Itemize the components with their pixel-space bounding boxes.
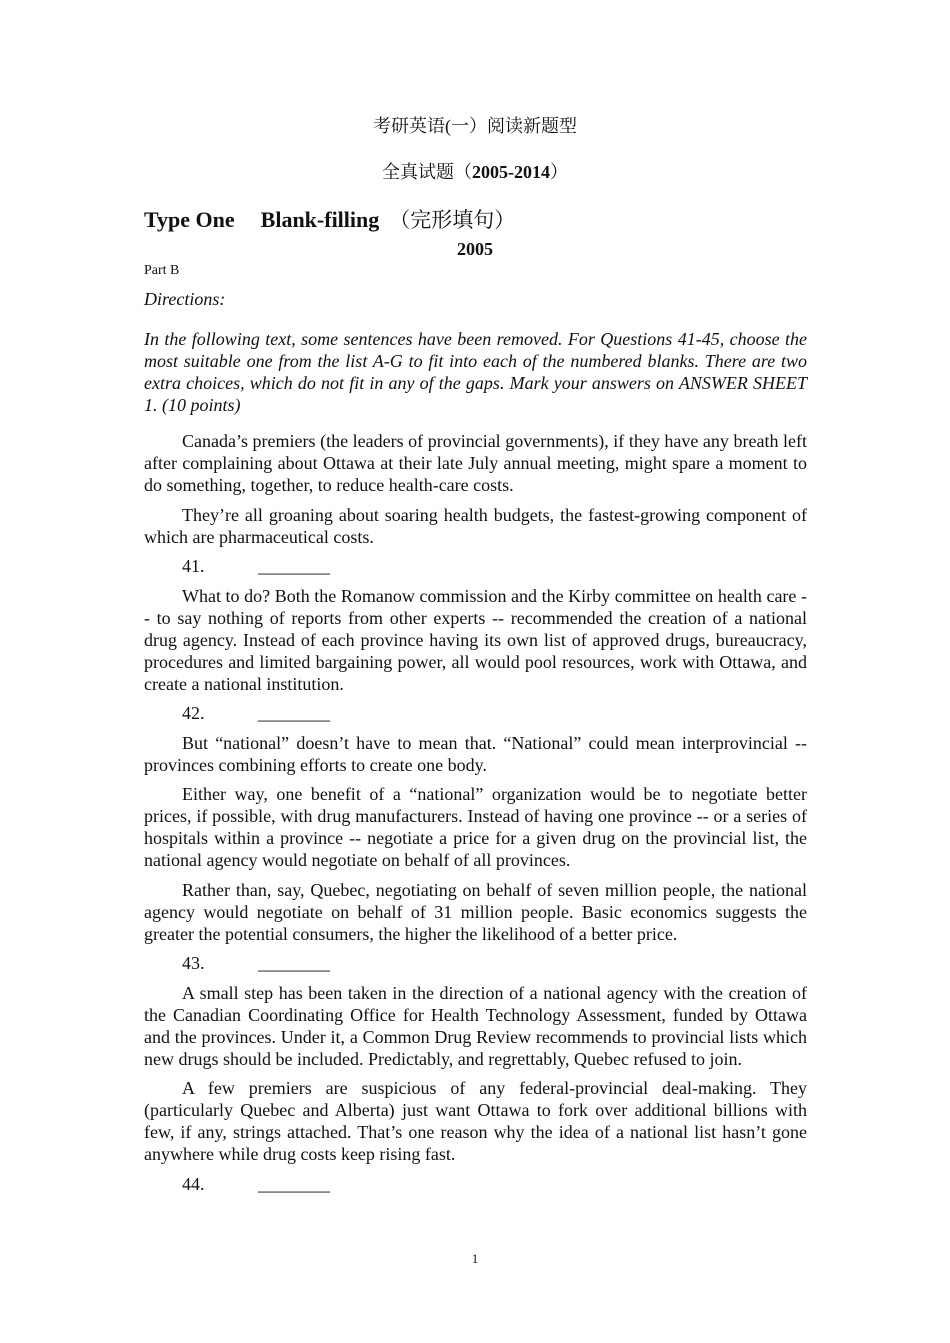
question-blank-44 bbox=[144, 1173, 807, 1195]
passage-paragraph: Either way, one benefit of a “national” organization would be to negotiate better prices, if possible, with drug manufacturers. Instead of having one province -- or a series of hospitals within a province -- negotiate a price for a given drug on the provincial list, the national agency would negotiate on behalf of all provinces. bbox=[144, 784, 807, 870]
section-type-label: Type One bbox=[144, 207, 235, 232]
answer-blank: ________ bbox=[258, 556, 330, 576]
section-type-name-cn: （完形填句） bbox=[389, 208, 516, 232]
answer-blank: ________ bbox=[258, 1173, 330, 1194]
passage-paragraph: A few premiers are suspicious of any federal-provincial deal-making. They (particularly Quebec and Alberta) just want Ottawa to fork over additional billions with few, if any, strings attached. That’s one reason why the idea of a national list hasn’t gone anywhere while drug costs keep rising fast. bbox=[144, 1078, 807, 1164]
question-number: 41. bbox=[182, 556, 205, 576]
exam-year: 2005 bbox=[457, 239, 493, 259]
subtitle-suffix: ） bbox=[550, 162, 568, 182]
question-blank-42 bbox=[144, 702, 807, 724]
part-label: Part B bbox=[144, 263, 180, 278]
document-title: 考研英语(一）阅读新题型 bbox=[373, 116, 577, 136]
section-type-name: Blank-filling bbox=[260, 207, 380, 232]
question-blank-41 bbox=[144, 555, 807, 577]
question-blank-43 bbox=[144, 952, 807, 974]
page-number: 1 bbox=[471, 1251, 479, 1266]
directions-label: Directions: bbox=[144, 289, 226, 309]
subtitle-years: 2005-2014 bbox=[472, 162, 550, 182]
passage-paragraph: What to do? Both the Romanow commission and the Kirby committee on health care -- to say nothing of reports from other experts -- recommended the creation of a national drug agency. Instead of each province having its own list of approved drugs, bureaucracy, procedures and limited bargaining power, all would pool resources, work with Ottawa, and create a national institution. bbox=[144, 585, 807, 694]
passage-paragraph: Canada’s premiers (the leaders of provincial governments), if they have any breath left after complaining about Ottawa at their late July annual meeting, might spare a moment to do something, together, to reduce health-care costs. bbox=[144, 431, 807, 495]
passage-paragraph: A small step has been taken in the direction of a national agency with the creation of the Canadian Coordinating Office for Health Technology Assessment, funded by Ottawa and the provinces. Under it, a Common Drug Review recommends to provincial lists which new drugs should be included. Predictably, and regrettably, Quebec refused to join. bbox=[144, 982, 807, 1069]
question-number: 44. bbox=[182, 1173, 205, 1194]
question-number: 43. bbox=[182, 953, 205, 973]
question-number: 42. bbox=[182, 703, 205, 723]
answer-blank: ________ bbox=[258, 953, 330, 973]
passage-paragraph: Rather than, say, Quebec, negotiating on behalf of seven million people, the national agency would negotiate on behalf of 31 million people. Basic economics suggests the greater the potential consumers, the higher the likelihood of a better price. bbox=[144, 879, 807, 944]
passage-paragraph: But “national” doesn’t have to mean that. “National” could mean interprovincial -- provinces combining efforts to create one body. bbox=[144, 732, 807, 775]
passage-body bbox=[144, 430, 807, 1202]
directions-text: In the following text, some sentences have been removed. For Questions 41-45, choose the most suitable one from the list A-G to fit into each of the numbered blanks. There are two extra choices, which do not fit in any of the gaps. Mark your answers on ANSWER SHEET 1. (10 points) bbox=[144, 329, 807, 415]
subtitle-prefix: 全真试题（ bbox=[382, 162, 472, 182]
passage-paragraph: They’re all groaning about soaring health budgets, the fastest-growing component of which are pharmaceutical costs. bbox=[144, 504, 807, 547]
document-subtitle bbox=[0, 160, 950, 184]
section-heading bbox=[144, 206, 515, 234]
answer-blank: ________ bbox=[258, 703, 330, 723]
